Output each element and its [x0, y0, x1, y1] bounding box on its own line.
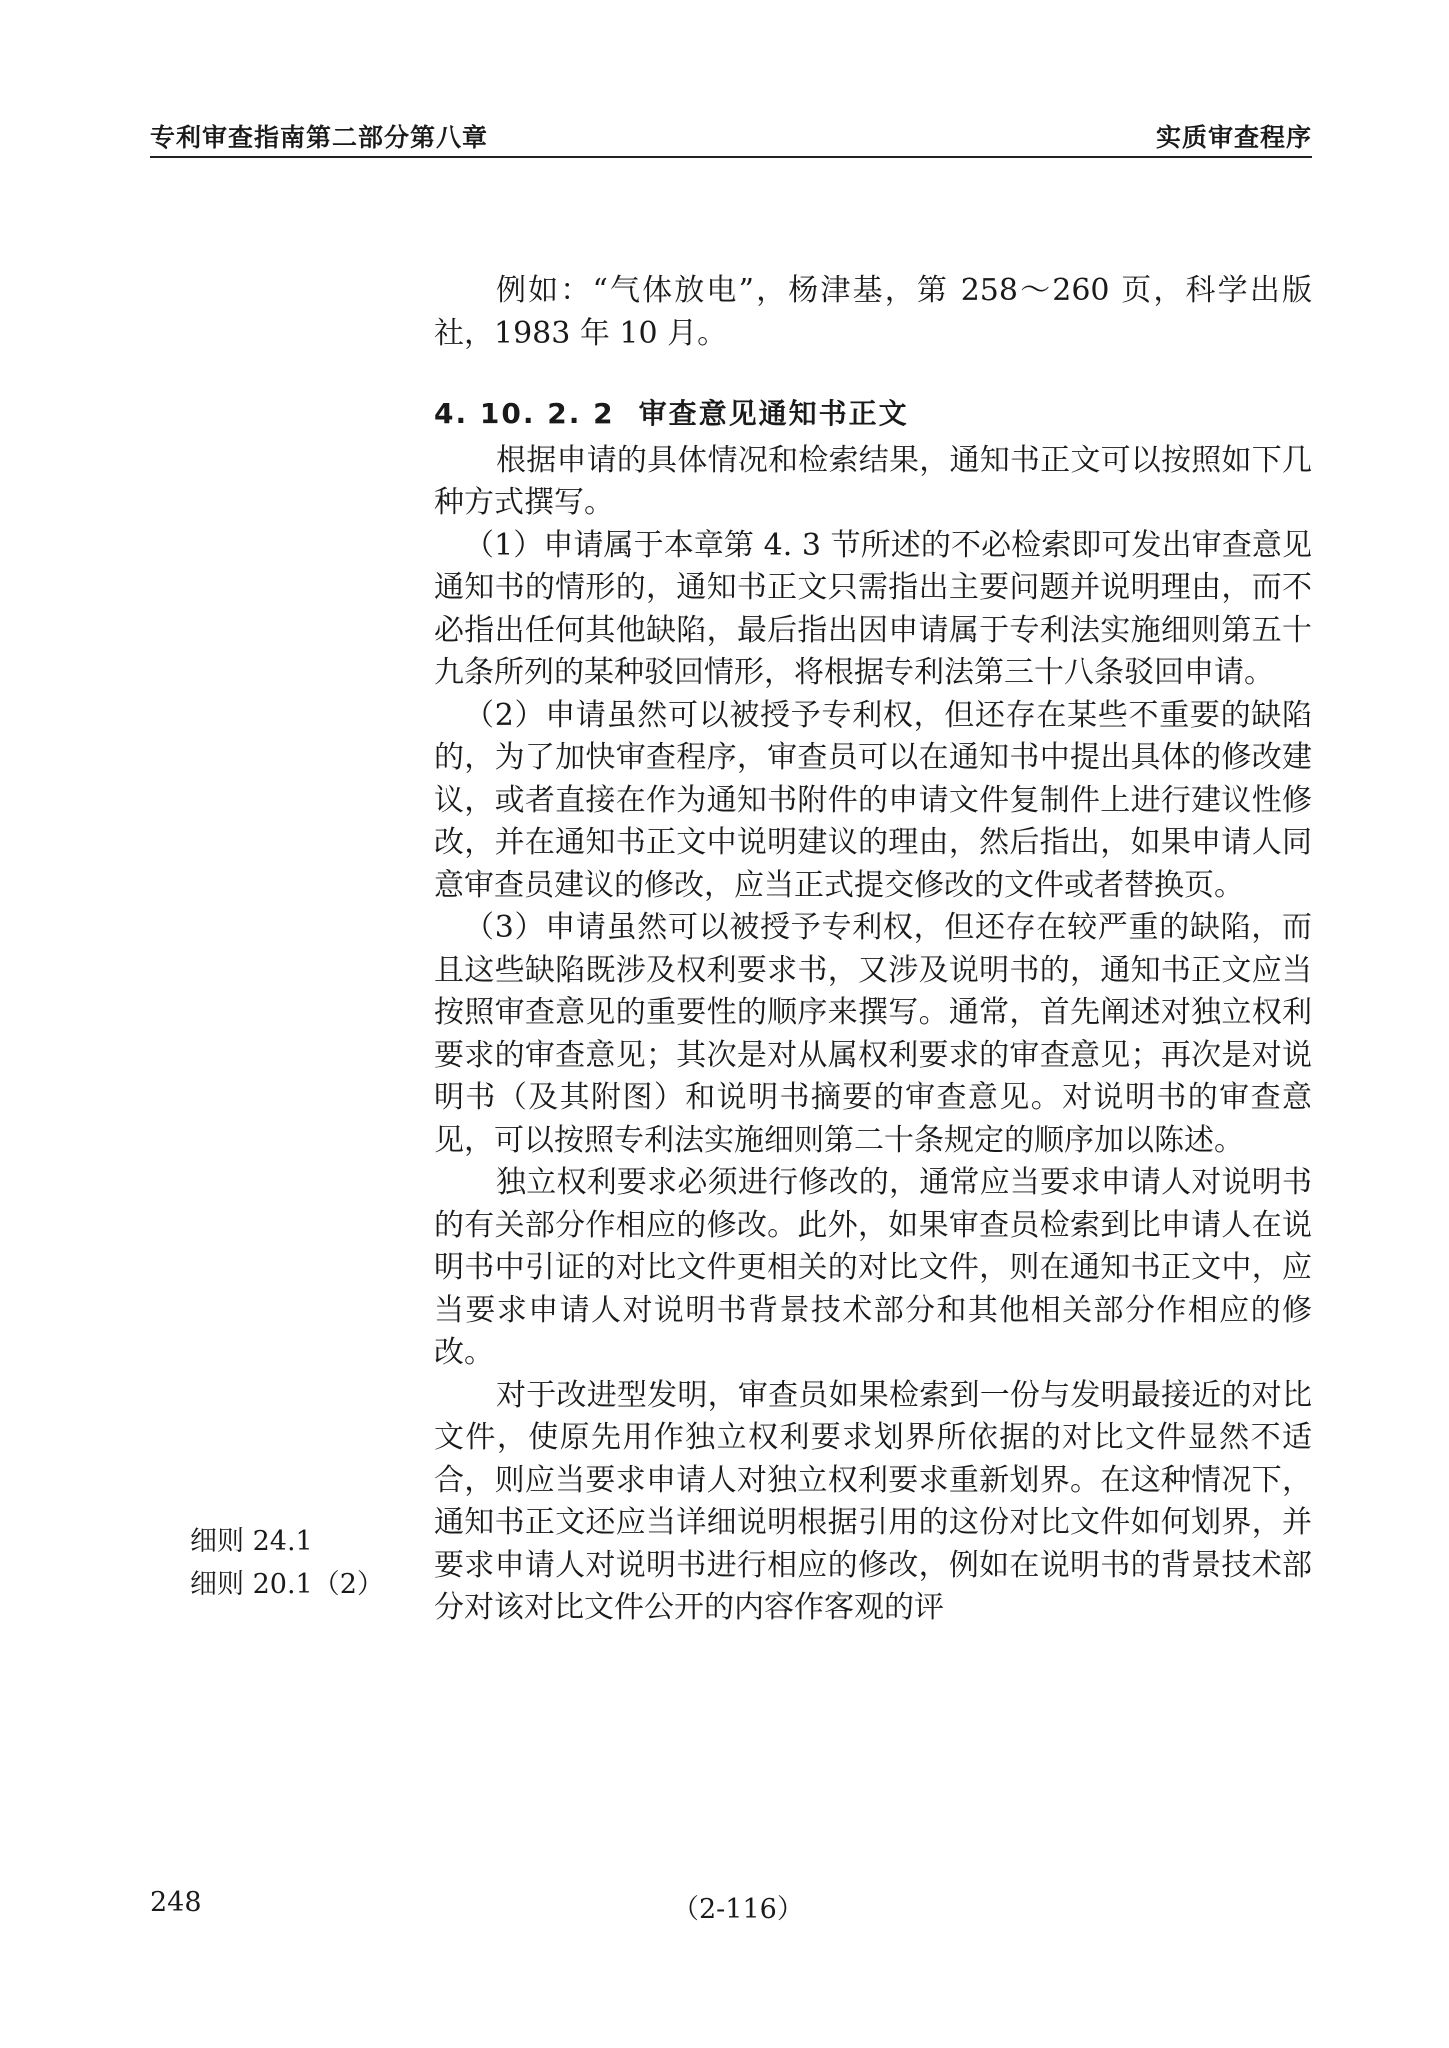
example-paragraph: 例如：“气体放电”，杨津基，第 258～260 页，科学出版社，1983 年 10 月。 [434, 273, 1312, 351]
paragraph-amendment: 独立权利要求必须进行修改的，通常应当要求申请人对说明书的有关部分作相应的修改。此外，如果审查员检索到比申请人在说明书中引证的对比文件更相关的对比文件，则在通知书正文中，应当要求申请人对说明书背景技术部分和其他相关部分作相应的修改。 [434, 1165, 1312, 1370]
section-title: 审查意见通知书正文 [638, 397, 909, 430]
paragraph-item-1: （1）申请属于本章第 4. 3 节所述的不必检索即可发出审查意见通知书的情形的，通知书正文只需指出主要问题并说明理由，而不必指出任何其他缺陷，最后指出因申请属于专利法实施细则第五十九条所列的某种驳回情形，将根据专利法第三十八条驳回申请。 [434, 527, 1312, 690]
header-section-title: 实质审查程序 [1155, 123, 1312, 152]
margin-note-rule-24-1: 细则 24.1 [190, 1526, 313, 1557]
section-heading [434, 393, 1312, 436]
running-header [150, 112, 1312, 160]
header-rule [150, 156, 1312, 158]
section-number: 4. 10. 2. 2 [434, 397, 615, 430]
page-number: 248 [150, 1887, 202, 1918]
paragraph-intro: 根据申请的具体情况和检索结果，通知书正文可以按照如下几种方式撰写。 [434, 442, 1312, 520]
paragraph-improvement: 对于改进型发明，审查员如果检索到一份与发明最接近的对比文件，使原先用作独立权利要求划界所依据的对比文件显然不适合，则应当要求申请人对独立权利要求重新划界。在这种情况下，通知书正文还应当详细说明根据引用的这份对比文件如何划界，并要求申请人对说明书进行相应的修改，例如在说明书的背景技术部分对该对比文件公开的内容作客观的评 [434, 1377, 1312, 1625]
paragraph-item-3: （3）申请虽然可以被授予专利权，但还存在较严重的缺陷，而且这些缺陷既涉及权利要求书，又涉及说明书的，通知书正文应当按照审查意见的重要性的顺序来撰写。通常，首先阐述对独立权利要求的审查意见；其次是对从属权利要求的审查意见；再次是对说明书（及其附图）和说明书摘要的审查意见。对说明书的审查意见，可以按照专利法实施细则第二十条规定的顺序加以陈述。 [434, 910, 1312, 1158]
section-page-number: （2-116） [672, 1894, 804, 1925]
body-text [434, 270, 1312, 1630]
paragraph-item-2: （2）申请虽然可以被授予专利权，但还存在某些不重要的缺陷的，为了加快审查程序，审查员可以在通知书中提出具体的修改建议，或者直接在作为通知书附件的申请文件复制件上进行建议性修改，并在通知书正文中说明建议的理由，然后指出，如果申请人同意审查员建议的修改，应当正式提交修改的文件或者替换页。 [434, 697, 1312, 903]
header-chapter-title: 专利审查指南第二部分第八章 [150, 123, 489, 152]
margin-note-rule-20-1-2: 细则 20.1（2） [190, 1569, 384, 1600]
